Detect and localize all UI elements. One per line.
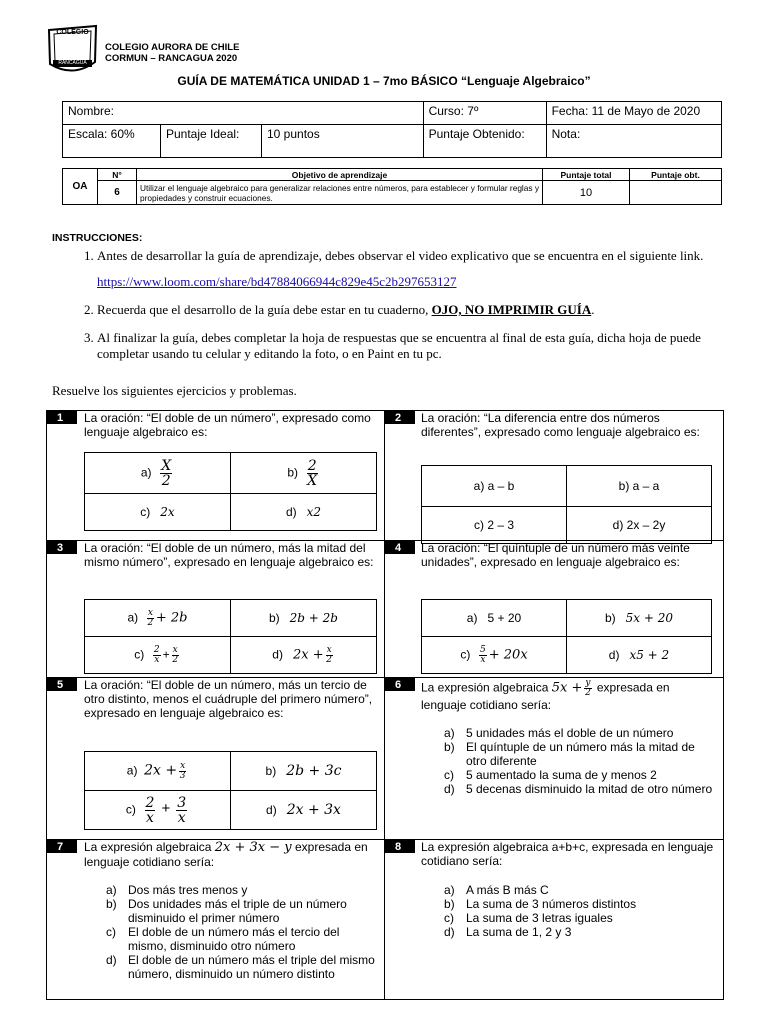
option-d[interactable]: d) x2 [231, 494, 377, 531]
option-b[interactable]: b) 2b + 3c [231, 752, 377, 791]
question-number: 8 [385, 840, 415, 853]
option-c[interactable]: c) 2x [85, 494, 231, 531]
option-text: La suma de 1, 2 y 3 [466, 925, 572, 939]
question-8-options [444, 883, 714, 939]
option-c[interactable]: c) 2 – 3 [422, 507, 567, 544]
option-text: El doble de un número más el tercio del mismo, disminuido otro número [128, 925, 340, 953]
nota-field: Nota: [546, 125, 721, 158]
oa-label: OA [63, 169, 98, 205]
video-link[interactable]: https://www.loom.com/share/bd47884066944c829e45c2b297653127 [97, 274, 457, 289]
option-text: 5 aumentado la suma de y menos 2 [466, 768, 657, 782]
option-text: El doble de un número más el triple del mismo número, disminuido un número distinto [128, 953, 375, 981]
question-3-text: La oración: “El doble de un número, más la mitad del mismo número”, expresado en lenguaje algebraico es: [84, 541, 374, 569]
oa-num-header: N° [98, 169, 137, 181]
question-3-options [84, 599, 377, 674]
option-b[interactable]: b) a – a [567, 466, 712, 507]
oa-total: 10 [543, 181, 630, 205]
no-print-warning: OJO, NO IMPRIMIR GUÍA [431, 302, 592, 317]
option-a[interactable]: a) 5 + 20 [422, 600, 567, 637]
list-item[interactable] [444, 782, 714, 796]
oa-objective-header: Objetivo de aprendizaje [137, 169, 543, 181]
escala-field: Escala: 60% [63, 125, 161, 158]
list-item[interactable] [444, 883, 714, 897]
question-number: 6 [385, 678, 415, 691]
option-c[interactable]: c) $\frac{2}{x}$ + $\frac{3}{x}$ [85, 791, 231, 830]
option-text: Dos unidades más el triple de un número disminuido el primer número [128, 897, 347, 925]
question-4-text: La oración: “El quíntuple de un número más veinte unidades”, expresado en lenguaje algebraico es: [421, 541, 690, 569]
oa-total-header: Puntaje total [543, 169, 630, 181]
logo-top-text: COLEGIO [56, 29, 89, 36]
question-number: 5 [47, 678, 77, 691]
oa-obtained [630, 181, 722, 205]
option-letter: d) [444, 782, 455, 796]
option-letter: a) [444, 883, 455, 897]
option-b[interactable]: b) $\frac{2}{X}$ [231, 453, 377, 494]
list-item[interactable] [106, 883, 376, 897]
question-number: 7 [47, 840, 77, 853]
question-number: 1 [47, 411, 77, 424]
oa-table [62, 168, 722, 205]
oa-objective: Utilizar el lenguaje algebraico para generalizar relaciones entre números, para establecer y formular reglas y propiedades y construir ecuaciones. [137, 181, 543, 205]
list-item[interactable] [106, 953, 376, 981]
question-1-options [84, 452, 377, 531]
instruction-item-2: 2. Recuerda que el desarrollo de la guía debe estar en tu cuaderno, OJO, NO IMPRIMIR GUÍA. [97, 302, 720, 318]
logo-bottom-text: RANCAGUA [58, 60, 87, 66]
option-d[interactable]: d) x5 + 2 [567, 637, 712, 674]
option-letter: d) [106, 953, 117, 967]
option-letter: b) [106, 897, 117, 911]
option-letter: c) [444, 911, 454, 925]
option-a[interactable]: a) 2x + $\frac{x}{3}$ [85, 752, 231, 791]
curso-field: Curso: 7º [423, 102, 546, 125]
option-a[interactable]: a) $\frac{x}{2}$ + 2b [85, 600, 231, 637]
option-d[interactable]: d) 2x + 3x [231, 791, 377, 830]
oa-number: 6 [98, 181, 137, 205]
fecha-field: Fecha: 11 de Mayo de 2020 [546, 102, 721, 125]
question-7-options [106, 883, 376, 981]
list-item[interactable] [444, 740, 714, 768]
list-item[interactable] [444, 726, 714, 740]
question-6-text: La expresión algebraica 5x + $\frac{y}{2}$ expresada en lenguaje cotidiano sería: [421, 678, 670, 712]
option-letter: c) [444, 768, 454, 782]
option-text: A más B más C [466, 883, 549, 897]
page-title: GUÍA DE MATEMÁTICA UNIDAD 1 – 7mo BÁSICO “Lenguaje Algebraico” [177, 74, 591, 88]
list-item[interactable] [106, 897, 376, 925]
option-text: Dos más tres menos y [128, 883, 248, 897]
option-b[interactable]: b) 2b + 2b [231, 600, 377, 637]
puntaje-ideal-label: Puntaje Ideal: [161, 125, 262, 158]
question-number: 3 [47, 541, 77, 554]
school-logo [45, 22, 100, 74]
list-item[interactable] [106, 925, 376, 953]
list-item[interactable] [444, 768, 714, 782]
option-text: 5 unidades más el doble de un número [466, 726, 674, 740]
option-letter: d) [444, 925, 455, 939]
question-5-options [84, 751, 377, 830]
question-5-text: La oración: “El doble de un número, más un tercio de otro distinto, menos el cuádruple del primero número”, expresado en lenguaje algebraico es: [84, 678, 373, 720]
option-b[interactable]: b) 5x + 20 [567, 600, 712, 637]
school-name: COLEGIO AURORA DE CHILE CORMUN – RANCAGUA 2020 [105, 42, 240, 64]
question-number: 2 [385, 411, 415, 424]
question-4-options [421, 599, 712, 674]
grid-divider [384, 410, 385, 999]
instruction-item-1: 1. Antes de desarrollar la guía de aprendizaje, debes observar el video explicativo que se encuentra en el siguiente link. https://www.loom.com/share/bd47884066944c829e45c2b297653127 [97, 248, 720, 290]
puntaje-obtenido-field: Puntaje Obtenido: [423, 125, 546, 158]
list-item[interactable] [444, 911, 714, 925]
option-letter: b) [444, 740, 455, 754]
list-item[interactable] [444, 925, 714, 939]
exercises-intro: Resuelve los siguientes ejercicios y problemas. [52, 383, 297, 398]
question-2-options [421, 465, 712, 544]
oa-obtained-header: Puntaje obt. [630, 169, 722, 181]
option-letter: c) [106, 925, 116, 939]
option-letter: b) [444, 897, 455, 911]
option-text: El quíntuple de un número más la mitad de otro diferente [466, 740, 695, 768]
option-text: La suma de 3 letras iguales [466, 911, 613, 925]
question-number: 4 [385, 541, 415, 554]
option-a[interactable]: a) a – b [422, 466, 567, 507]
option-a[interactable]: a) $\frac{X}{2}$ [85, 453, 231, 494]
option-text: 5 decenas disminuido la mitad de otro número [466, 782, 713, 796]
option-c[interactable]: c) $\frac{5}{x}$ + 20x [422, 637, 567, 674]
option-text: La suma de 3 números distintos [466, 897, 637, 911]
question-2-text: La oración: “La diferencia entre dos números diferentes”, expresado como lenguaje algebraico es: [421, 411, 700, 439]
option-d[interactable]: d) 2x – 2y [567, 507, 712, 544]
list-item[interactable] [444, 897, 714, 911]
instruction-item-3: 3. Al finalizar la guía, debes completar la hoja de respuestas que se encuentra al final de esta guía, dicha hoja de puede completar usando tu celular y editando la foto, o en Paint en tu pc. [97, 330, 720, 362]
nombre-field: Nombre: [63, 102, 424, 125]
option-d[interactable]: d) 2x + $\frac{x}{2}$ [231, 637, 377, 674]
option-c[interactable]: c) $\frac{2}{x}$ + $\frac{x}{2}$ [85, 637, 231, 674]
option-letter: a) [444, 726, 455, 740]
question-6-options [444, 726, 714, 796]
option-letter: a) [106, 883, 117, 897]
question-8-text: La expresión algebraica a+b+c, expresada en lenguaje cotidiano sería: [421, 840, 714, 868]
question-7-text: La expresión algebraica 2x + 3x − y expresada en lenguaje cotidiano sería: [84, 840, 368, 869]
info-table [62, 101, 722, 158]
instructions-heading: INSTRUCCIONES: [52, 232, 143, 244]
instructions [52, 230, 720, 374]
question-1-text: La oración: “El doble de un número”, expresado como lenguaje algebraico es: [84, 411, 371, 439]
puntaje-ideal-value: 10 puntos [262, 125, 424, 158]
